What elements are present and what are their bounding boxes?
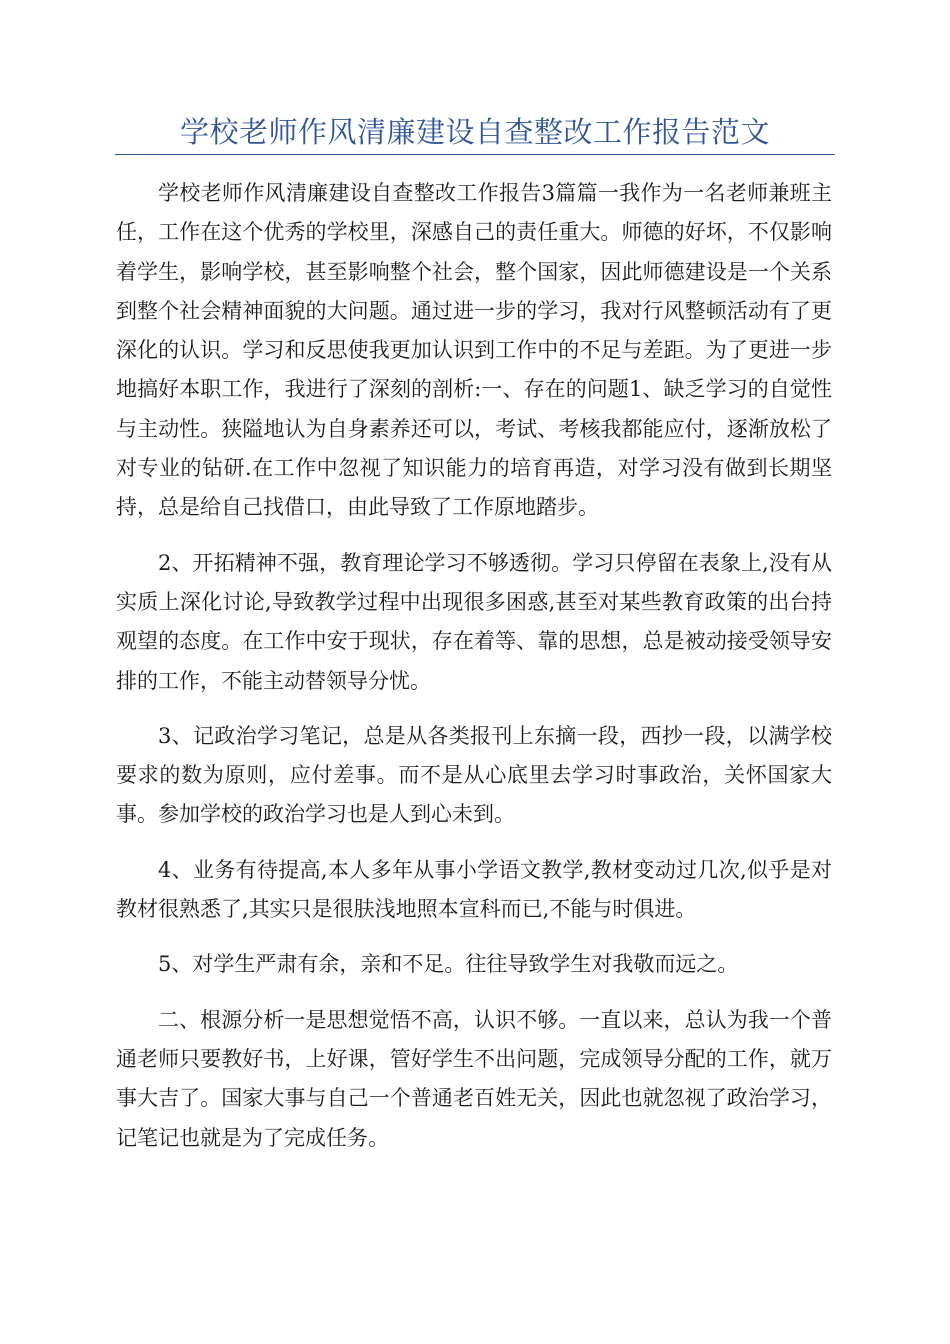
document-title: 学校老师作风清廉建设自查整改工作报告范文 <box>179 115 770 149</box>
paragraph-1: 学校老师作风清廉建设自查整改工作报告3篇篇一我作为一名老师兼班主任，工作在这个优秀的学校里，深感自己的责任重大。师德的好坏，不仅影响着学生，影响学校，甚至影响整个社会，整个国家，因此师德建设是一个关系到整个社会精神面貌的大问题。通过进一步的学习，我对行风整顿活动有了更深化的认识。学习和反思使我更加认识到工作中的不足与差距。为了更进一步地搞好本职工作，我进行了深刻的剖析:一、存在的问题1、缺乏学习的自觉性与主动性。狭隘地认为自身素养还可以，考试、考核我都能应付，逐渐放松了对专业的钻研.在工作中忽视了知识能力的培育再造，对学习没有做到长期坚持，总是给自己找借口，由此导致了工作原地踏步。 <box>116 181 832 520</box>
paragraph-5: 5、对学生严肃有余，亲和不足。往往导致学生对我敬而远之。 <box>158 952 739 977</box>
document-body <box>116 174 832 1174</box>
paragraph-6: 二、根源分析一是思想觉悟不高，认识不够。一直以来，总认为我一个普通老师只要教好书，上好课，管好学生不出问题，完成领导分配的工作，就万事大吉了。国家大事与自己一个普通老百姓无关，因此也就忽视了政治学习，记笔记也就是为了完成任务。 <box>116 1007 832 1150</box>
paragraph-4: 4、业务有待提高,本人多年从事小学语文教学,教材变动过几次,似乎是对教材很熟悉了,其实只是很肤浅地照本宣科而已,不能与时俱进。 <box>116 857 832 922</box>
title-underline <box>115 154 835 155</box>
paragraph-3: 3、记政治学习笔记，总是从各类报刊上东摘一段，西抄一段，以满学校要求的数为原则，应付差事。而不是从心底里去学习时事政治，关怀国家大事。参加学校的政治学习也是人到心未到。 <box>116 723 832 827</box>
paragraph-2: 2、开拓精神不强，教育理论学习不够透彻。学习只停留在表象上,没有从实质上深化讨论,导致教学过程中出现很多困惑,甚至对某些教育政策的出台持观望的态度。在工作中安于现状，存在着等、靠的思想，总是被动接受领导安排的工作，不能主动替领导分忧。 <box>116 550 832 693</box>
